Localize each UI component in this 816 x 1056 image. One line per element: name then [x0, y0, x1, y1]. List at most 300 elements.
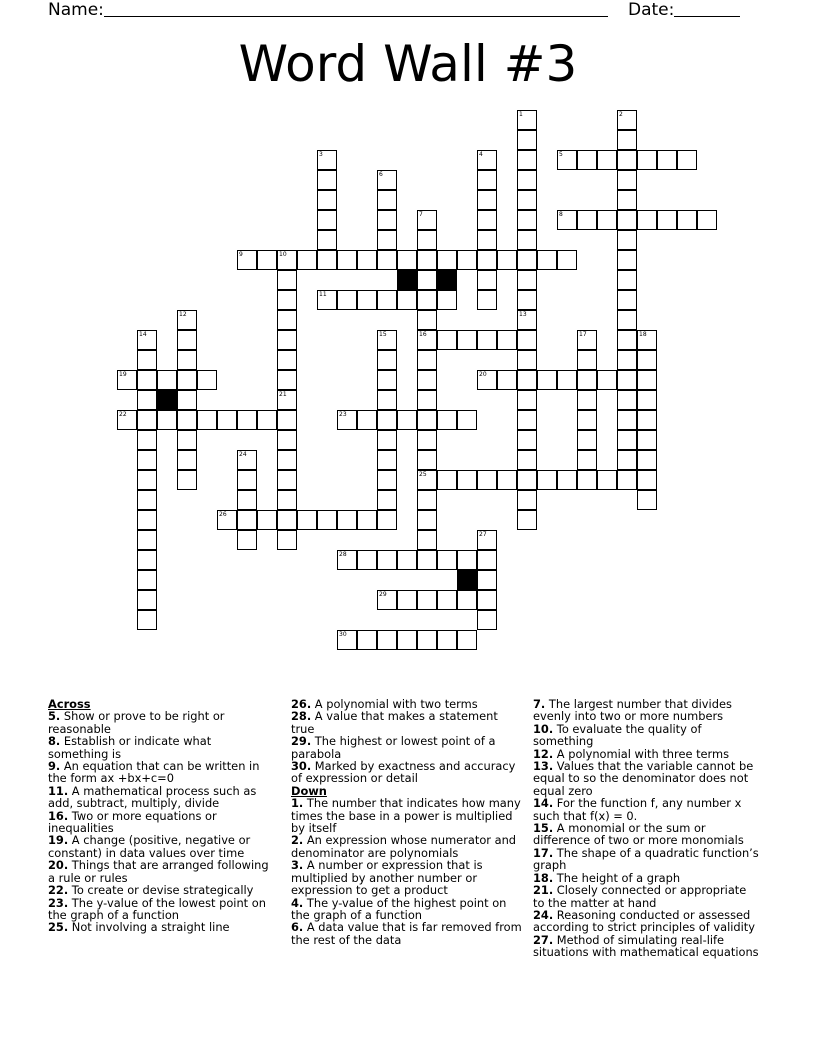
crossword-cell[interactable] [617, 150, 637, 170]
crossword-cell[interactable] [137, 570, 157, 590]
crossword-cell[interactable] [517, 330, 537, 350]
clue-item-number: 2. [291, 833, 304, 848]
crossword-cell[interactable] [597, 470, 617, 490]
crossword-cell[interactable] [637, 490, 657, 510]
crossword-cell[interactable] [377, 430, 397, 450]
crossword-cell[interactable] [677, 210, 697, 230]
crossword-cell[interactable] [637, 330, 657, 350]
crossword-cell[interactable] [497, 250, 517, 270]
clue-item-text: The highest or lowest point of a parabola [291, 734, 496, 761]
clue-number: 14 [139, 331, 147, 338]
crossword-cell[interactable] [297, 250, 317, 270]
clue-item [533, 723, 761, 748]
crossword-cell[interactable] [517, 510, 537, 530]
crossword-cell[interactable] [317, 230, 337, 250]
crossword-cell[interactable] [377, 490, 397, 510]
clue-item [291, 834, 523, 859]
crossword-cell[interactable] [217, 510, 237, 530]
clue-item [533, 934, 761, 959]
clue-item [48, 760, 274, 785]
crossword-cell[interactable] [417, 450, 437, 470]
clue-item-number: 10. [533, 721, 554, 736]
crossword-cell[interactable] [477, 470, 497, 490]
crossword-cell[interactable] [137, 330, 157, 350]
crossword-cell[interactable] [317, 510, 337, 530]
crossword-cell[interactable] [517, 490, 537, 510]
crossword-cell[interactable] [337, 550, 357, 570]
crossword-cell[interactable] [557, 250, 577, 270]
crossword-cell[interactable] [477, 550, 497, 570]
crossword-cell[interactable] [637, 410, 657, 430]
crossword-cell[interactable] [397, 550, 417, 570]
crossword-cell[interactable] [557, 370, 577, 390]
clue-number: 28 [339, 551, 347, 558]
crossword-cell[interactable] [617, 130, 637, 150]
crossword-cell[interactable] [277, 350, 297, 370]
clue-number: 23 [339, 411, 347, 418]
clue-item-text: The largest number that divides evenly into two or more numbers [533, 697, 732, 724]
crossword-cell[interactable] [457, 410, 477, 430]
crossword-cell[interactable] [417, 590, 437, 610]
crossword-cell[interactable] [357, 510, 377, 530]
crossword-cell[interactable] [517, 130, 537, 150]
crossword-cell[interactable] [377, 170, 397, 190]
crossword-cell[interactable] [197, 410, 217, 430]
crossword-cell[interactable] [457, 470, 477, 490]
crossword-cell[interactable] [157, 410, 177, 430]
clue-number: 17 [579, 331, 587, 338]
crossword-cell[interactable] [517, 450, 537, 470]
crossword-cell[interactable] [317, 250, 337, 270]
crossword-cell[interactable] [237, 490, 257, 510]
crossword-cell[interactable] [617, 170, 637, 190]
crossword-cell[interactable] [277, 270, 297, 290]
clue-item [48, 785, 274, 810]
crossword-cell[interactable] [437, 470, 457, 490]
crossword-cell[interactable] [577, 430, 597, 450]
clue-item-number: 6. [291, 920, 304, 935]
crossword-cell[interactable] [477, 190, 497, 210]
crossword-cell[interactable] [377, 590, 397, 610]
crossword-cell[interactable] [277, 410, 297, 430]
crossword-cell[interactable] [617, 290, 637, 310]
crossword-cell[interactable] [477, 370, 497, 390]
crossword-cell[interactable] [517, 430, 537, 450]
crossword-cell[interactable] [517, 370, 537, 390]
crossword-cell[interactable] [377, 370, 397, 390]
crossword-cell[interactable] [617, 110, 637, 130]
crossword-cell[interactable] [617, 450, 637, 470]
crossword-cell[interactable] [377, 190, 397, 210]
clue-item-text: A number or expression that is multiplied by another number or expression to get a product [291, 858, 483, 898]
crossword-cell[interactable] [357, 410, 377, 430]
crossword-cell[interactable] [137, 430, 157, 450]
crossword-cell[interactable] [657, 150, 677, 170]
crossword-cell[interactable] [577, 410, 597, 430]
crossword-cell[interactable] [637, 430, 657, 450]
clue-item-number: 14. [533, 796, 554, 811]
crossword-cell[interactable] [617, 230, 637, 250]
clue-item-number: 28. [291, 709, 312, 724]
crossword-cell[interactable] [617, 370, 637, 390]
clue-number: 24 [239, 451, 247, 458]
crossword-cell[interactable] [397, 250, 417, 270]
crossword-cell[interactable] [137, 590, 157, 610]
crossword-cell[interactable] [417, 230, 437, 250]
crossword-cell[interactable] [377, 450, 397, 470]
crossword-cell[interactable] [377, 230, 397, 250]
crossword-cell[interactable] [477, 290, 497, 310]
clue-number: 10 [279, 251, 287, 258]
clue-number: 5 [559, 151, 563, 158]
crossword-cell[interactable] [477, 570, 497, 590]
crossword-cell[interactable] [617, 470, 637, 490]
crossword-cell[interactable] [357, 550, 377, 570]
crossword-cell[interactable] [637, 370, 657, 390]
crossword-cell[interactable] [477, 330, 497, 350]
clue-item-text: A data value that is far removed from the rest of the data [291, 920, 522, 947]
crossword-cell[interactable] [137, 390, 157, 410]
crossword-cell[interactable] [557, 470, 577, 490]
crossword-cell[interactable] [577, 330, 597, 350]
crossword-cell[interactable] [677, 150, 697, 170]
crossword-cell[interactable] [617, 210, 637, 230]
clue-item-text: A mathematical process such as add, subtract, multiply, divide [48, 783, 257, 811]
crossword-cell[interactable] [517, 210, 537, 230]
crossword-cell[interactable] [117, 370, 137, 390]
crossword-cell[interactable] [477, 270, 497, 290]
crossword-cell[interactable] [337, 630, 357, 650]
crossword-cell[interactable] [477, 170, 497, 190]
crossword-cell[interactable] [457, 550, 477, 570]
clue-number: 2 [619, 111, 623, 118]
clue-item-number: 12. [533, 746, 554, 761]
crossword-cell[interactable] [237, 470, 257, 490]
clue-item [533, 698, 761, 723]
crossword-cell[interactable] [517, 150, 537, 170]
clue-number: 7 [419, 211, 423, 218]
clue-number: 21 [279, 391, 287, 398]
crossword-cell[interactable] [437, 330, 457, 350]
crossword-cell[interactable] [337, 250, 357, 270]
crossword-cell[interactable] [537, 250, 557, 270]
crossword-cell[interactable] [417, 490, 437, 510]
crossword-cell[interactable] [637, 450, 657, 470]
crossword-cell[interactable] [137, 450, 157, 470]
crossword-cell[interactable] [617, 310, 637, 330]
clue-item-text: A polynomial with three terms [553, 746, 730, 761]
crossword-cell[interactable] [517, 390, 537, 410]
crossword-cell[interactable] [617, 390, 637, 410]
crossword-cell[interactable] [417, 210, 437, 230]
crossword-cell[interactable] [377, 290, 397, 310]
crossword-cell[interactable] [417, 350, 437, 370]
crossword-cell[interactable] [637, 150, 657, 170]
crossword-cell[interactable] [417, 530, 437, 550]
crossword-cell[interactable] [277, 370, 297, 390]
crossword-cell[interactable] [277, 250, 297, 270]
crossword-cell[interactable] [277, 390, 297, 410]
crossword-cell[interactable] [277, 290, 297, 310]
crossword-cell[interactable] [237, 410, 257, 430]
crossword-cell[interactable] [397, 410, 417, 430]
crossword-cell[interactable] [237, 450, 257, 470]
crossword-cell[interactable] [557, 150, 577, 170]
crossword-cell[interactable] [437, 250, 457, 270]
crossword-cell[interactable] [417, 270, 437, 290]
crossword-cell[interactable] [377, 410, 397, 430]
clue-number: 16 [419, 331, 427, 338]
crossword-cell[interactable] [217, 410, 237, 430]
crossword-cell[interactable] [457, 630, 477, 650]
crossword-cell[interactable] [617, 350, 637, 370]
crossword-cell[interactable] [577, 390, 597, 410]
crossword-cell[interactable] [157, 370, 177, 390]
crossword-cell[interactable] [497, 330, 517, 350]
crossword-cell[interactable] [477, 230, 497, 250]
crossword-cell[interactable] [657, 210, 677, 230]
clue-item-text: The shape of a quadratic function’s graph [533, 845, 759, 873]
crossword-cell[interactable] [417, 310, 437, 330]
crossword-cell[interactable] [517, 170, 537, 190]
crossword-cell[interactable] [437, 630, 457, 650]
clue-item-number: 18. [533, 870, 554, 885]
crossword-cell[interactable] [317, 170, 337, 190]
crossword-cell[interactable] [377, 470, 397, 490]
crossword-cell[interactable] [417, 370, 437, 390]
clue-column-3 [533, 698, 761, 959]
crossword-cell[interactable] [377, 510, 397, 530]
crossword-cell[interactable] [337, 510, 357, 530]
crossword-cell[interactable] [417, 510, 437, 530]
crossword-cell[interactable] [517, 290, 537, 310]
crossword-cell[interactable] [377, 390, 397, 410]
crossword-cell[interactable] [377, 250, 397, 270]
crossword-cell[interactable] [417, 470, 437, 490]
crossword-cell[interactable] [457, 590, 477, 610]
crossword-cell[interactable] [457, 250, 477, 270]
crossword-cell[interactable] [317, 290, 337, 310]
crossword-cell[interactable] [557, 210, 577, 230]
crossword-cell[interactable] [237, 530, 257, 550]
crossword-cell[interactable] [577, 350, 597, 370]
clue-item [291, 797, 523, 834]
clue-number: 8 [559, 211, 563, 218]
clue-item [533, 760, 761, 797]
crossword-cell[interactable] [357, 630, 377, 650]
crossword-cell[interactable] [457, 330, 477, 350]
crossword-cell[interactable] [537, 370, 557, 390]
crossword-cell[interactable] [277, 490, 297, 510]
crossword-cell[interactable] [177, 330, 197, 350]
crossword-cell[interactable] [437, 410, 457, 430]
crossword-cell[interactable] [517, 350, 537, 370]
crossword-cell[interactable] [137, 610, 157, 630]
crossword-cell[interactable] [417, 390, 437, 410]
crossword-cell[interactable] [517, 470, 537, 490]
crossword-cell[interactable] [277, 310, 297, 330]
black-square [157, 390, 177, 410]
crossword-cell[interactable] [177, 470, 197, 490]
crossword-cell[interactable] [617, 430, 637, 450]
crossword-cell[interactable] [597, 210, 617, 230]
crossword-cell[interactable] [577, 150, 597, 170]
crossword-cell[interactable] [277, 510, 297, 530]
clue-item [291, 897, 523, 922]
clue-number: 13 [519, 311, 527, 318]
crossword-cell[interactable] [597, 150, 617, 170]
clue-item-number: 4. [291, 895, 304, 910]
crossword-cell[interactable] [137, 530, 157, 550]
crossword-cell[interactable] [177, 410, 197, 430]
clue-item-number: 23. [48, 895, 69, 910]
crossword-cell[interactable] [237, 250, 257, 270]
crossword-cell[interactable] [477, 250, 497, 270]
crossword-cell[interactable] [517, 190, 537, 210]
crossword-cell[interactable] [637, 390, 657, 410]
name-label: Name: [48, 0, 104, 20]
crossword-cell[interactable] [277, 530, 297, 550]
clue-item-number: 22. [48, 883, 69, 898]
crossword-cell[interactable] [477, 530, 497, 550]
crossword-cell[interactable] [137, 370, 157, 390]
clue-item-text: An expression whose numerator and denominator are polynomials [291, 833, 517, 860]
crossword-cell[interactable] [177, 390, 197, 410]
crossword-cell[interactable] [177, 350, 197, 370]
crossword-cell[interactable] [137, 350, 157, 370]
clue-number: 6 [379, 171, 383, 178]
down-heading: Down [291, 783, 327, 798]
crossword-cell[interactable] [517, 110, 537, 130]
crossword-cell[interactable] [437, 590, 457, 610]
clue-item [533, 847, 761, 872]
crossword-cell[interactable] [697, 210, 717, 230]
clue-item [291, 921, 523, 946]
crossword-cell[interactable] [137, 550, 157, 570]
crossword-cell[interactable] [617, 330, 637, 350]
crossword-cell[interactable] [477, 150, 497, 170]
crossword-cell[interactable] [197, 370, 217, 390]
crossword-cell[interactable] [517, 250, 537, 270]
crossword-cell[interactable] [617, 190, 637, 210]
clue-item-text: Reasoning conducted or assessed according to strict principles of validity [533, 907, 756, 935]
black-square [437, 270, 457, 290]
clue-item-text: A value that makes a statement true [291, 709, 498, 736]
crossword-cell[interactable] [517, 230, 537, 250]
crossword-cell[interactable] [517, 410, 537, 430]
crossword-cell[interactable] [137, 410, 157, 430]
crossword-cell[interactable] [617, 250, 637, 270]
clue-number: 18 [639, 331, 647, 338]
clue-item [291, 735, 523, 760]
black-square [397, 270, 417, 290]
clue-item-number: 13. [533, 759, 554, 774]
crossword-cell[interactable] [357, 290, 377, 310]
clue-item-number: 20. [48, 858, 69, 873]
clue-item [533, 822, 761, 847]
crossword-cell[interactable] [637, 470, 657, 490]
crossword-cell[interactable] [517, 270, 537, 290]
crossword-cell[interactable] [577, 450, 597, 470]
crossword-cell[interactable] [317, 210, 337, 230]
crossword-cell[interactable] [417, 630, 437, 650]
crossword-cell[interactable] [377, 210, 397, 230]
crossword-cell[interactable] [437, 290, 457, 310]
crossword-cell[interactable] [417, 330, 437, 350]
crossword-cell[interactable] [317, 150, 337, 170]
crossword-cell[interactable] [137, 470, 157, 490]
crossword-cell[interactable] [417, 250, 437, 270]
crossword-cell[interactable] [137, 490, 157, 510]
crossword-cell[interactable] [397, 630, 417, 650]
crossword-cell[interactable] [137, 510, 157, 530]
crossword-cell[interactable] [257, 250, 277, 270]
crossword-cell[interactable] [397, 590, 417, 610]
crossword-cell[interactable] [477, 590, 497, 610]
crossword-cell[interactable] [477, 610, 497, 630]
crossword-cell[interactable] [257, 410, 277, 430]
crossword-cell[interactable] [537, 470, 557, 490]
clue-item-text: Method of simulating real-life situations with mathematical equations [533, 932, 759, 960]
crossword-cell[interactable] [417, 430, 437, 450]
crossword-cell[interactable] [417, 410, 437, 430]
clue-item-text: Marked by exactness and accuracy of expression or detail [291, 759, 516, 786]
crossword-cell[interactable] [417, 550, 437, 570]
clue-number: 25 [419, 471, 427, 478]
crossword-cell[interactable] [177, 310, 197, 330]
date-label: Date: [628, 0, 675, 20]
crossword-cell[interactable] [257, 510, 277, 530]
crossword-cell[interactable] [237, 510, 257, 530]
crossword-cell[interactable] [637, 350, 657, 370]
crossword-cell[interactable] [477, 210, 497, 230]
crossword-cell[interactable] [177, 430, 197, 450]
crossword-cell[interactable] [377, 350, 397, 370]
crossword-cell[interactable] [277, 330, 297, 350]
crossword-cell[interactable] [117, 410, 137, 430]
crossword-cell[interactable] [377, 630, 397, 650]
crossword-cell[interactable] [277, 470, 297, 490]
crossword-cell[interactable] [377, 330, 397, 350]
crossword-cell[interactable] [397, 290, 417, 310]
crossword-cell[interactable] [517, 310, 537, 330]
clue-item-number: 15. [533, 821, 554, 836]
crossword-cell[interactable] [297, 510, 317, 530]
crossword-cell[interactable] [377, 550, 397, 570]
crossword-cell[interactable] [317, 190, 337, 210]
crossword-cell[interactable] [337, 410, 357, 430]
crossword-cell[interactable] [497, 470, 517, 490]
crossword-cell[interactable] [437, 550, 457, 570]
clue-item [48, 810, 274, 835]
crossword-cell[interactable] [577, 370, 597, 390]
crossword-cell[interactable] [617, 270, 637, 290]
crossword-cell[interactable] [617, 410, 637, 430]
crossword-cell[interactable] [277, 430, 297, 450]
crossword-cell[interactable] [277, 450, 297, 470]
crossword-cell[interactable] [357, 250, 377, 270]
crossword-cell[interactable] [637, 210, 657, 230]
crossword-cell[interactable] [497, 370, 517, 390]
crossword-cell[interactable] [577, 210, 597, 230]
clue-item-text: To evaluate the quality of something [533, 721, 702, 749]
crossword-cell[interactable] [337, 290, 357, 310]
crossword-cell[interactable] [177, 450, 197, 470]
crossword-cell[interactable] [577, 470, 597, 490]
crossword-cell[interactable] [597, 370, 617, 390]
crossword-cell[interactable] [417, 290, 437, 310]
crossword-cell[interactable] [177, 370, 197, 390]
